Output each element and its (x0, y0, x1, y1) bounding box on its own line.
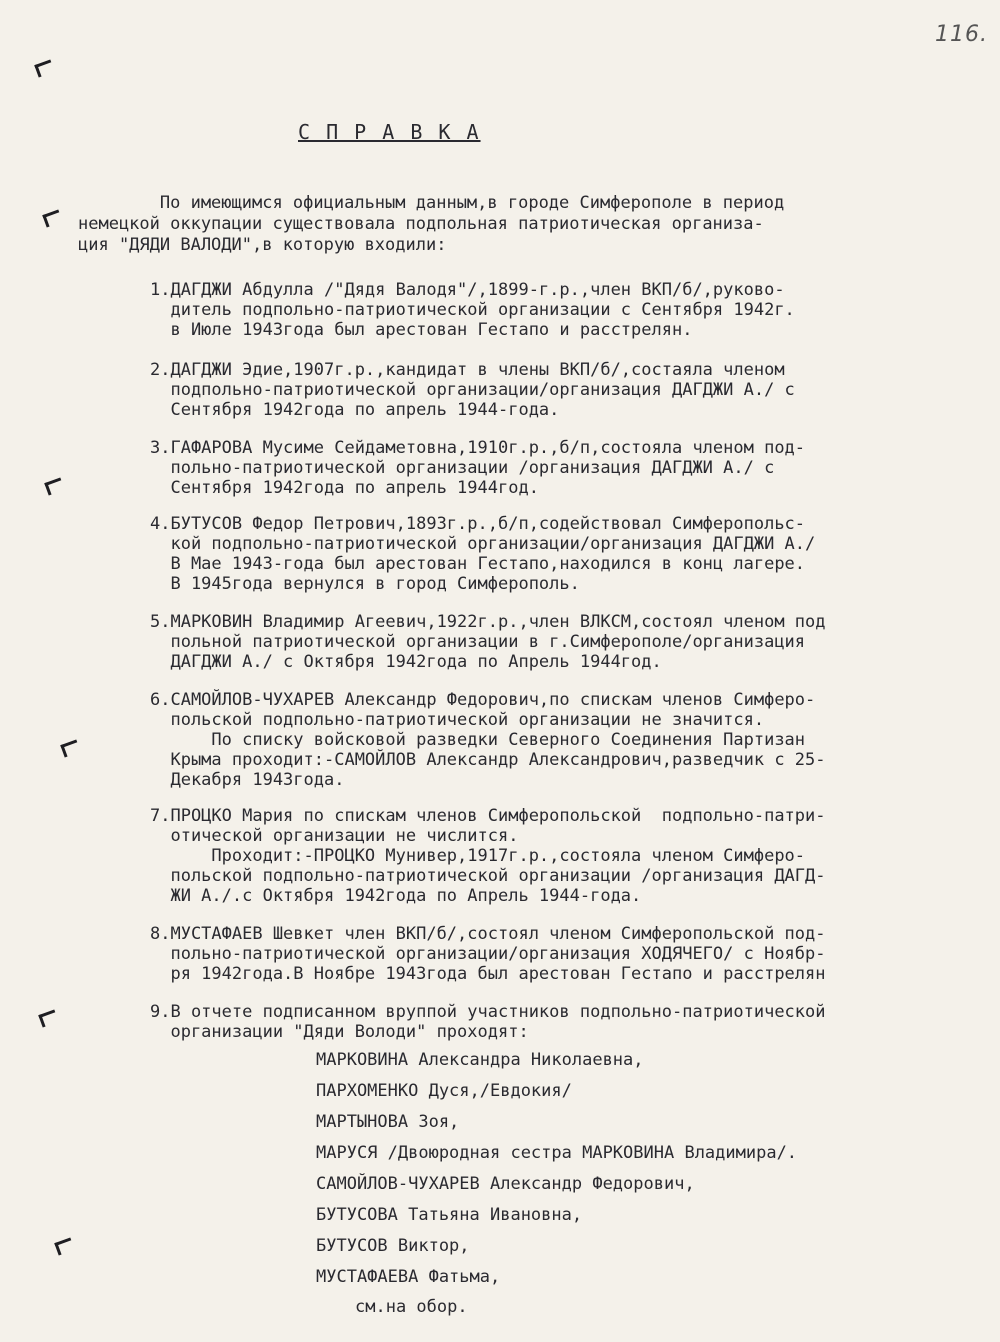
member-name: ПАРХОМЕНКО Дуся,/Евдокия/ (316, 1081, 572, 1101)
list-item: 1.ДАГДЖИ Абдулла /"Дядя Валодя"/,1899-г.р.,член ВКП/б/,руково- дитель подпольно-патриотической организации с Сентября 1942г. в Июле 1943года был арестован Гестапо и расстрелян. (150, 280, 795, 340)
document-heading: С П Р А В К А (298, 120, 481, 144)
list-item: 9.В отчете подписанном вруппой участников подпольно-патриотической организации "Дяди Володи" проходят: (150, 1002, 826, 1042)
continued-overleaf-note: см.на обор. (355, 1297, 468, 1317)
member-name: САМОЙЛОВ-ЧУХАРЕВ Александр Федорович, (316, 1174, 695, 1194)
binding-mark (38, 1009, 58, 1027)
member-name: БУТУСОВА Татьяна Ивановна, (316, 1205, 583, 1225)
binding-mark (44, 477, 64, 495)
list-item: 7.ПРОЦКО Мария по спискам членов Симферопольской подпольно-патри- отической организации не числится. Проходит:-ПРОЦКО Мунивер,1917г.р.,состояла членом Симферо- польской подпольно-патриотической организации /организация ДАГД- ЖИ А./.с Октября 1942года по Апрель 1944-года. (150, 806, 826, 906)
binding-mark (54, 1237, 74, 1255)
list-item: 6.САМОЙЛОВ-ЧУХАРЕВ Александр Федорович,по спискам членов Симферо- польской подпольно-патриотической организации не значится. По списку войсковой разведки Северного Соединения Партизан Крыма проходит:-САМОЙЛОВ Александр Александрович,разведчик с 25- Декабря 1943года. (150, 690, 826, 790)
member-name: МАРКОВИНА Александра Николаевна, (316, 1050, 644, 1070)
binding-mark (34, 59, 54, 77)
intro-paragraph: По имеющимся официальным данным,в городе Симферополе в период немецкой оккупации существовала подпольная патриотическая организа- ция "ДЯДИ ВАЛОДИ",в которую входили: (78, 193, 785, 255)
list-item: 2.ДАГДЖИ Эдие,1907г.р.,кандидат в члены ВКП/б/,состаяла членом подпольно-патриотической организации/организация ДАГДЖИ А./ с Сентября 1942года по апрель 1944-года. (150, 360, 795, 420)
member-name: МАРТЫНОВА Зоя, (316, 1112, 460, 1132)
list-item: 4.БУТУСОВ Федор Петрович,1893г.р.,б/п,содействовал Симферопольс- кой подпольно-патриотической организации/организация ДАГДЖИ А./ В Мае 1943-года был арестован Гестапо,находился в конц лагере. В 1945года вернулся в город Симферополь. (150, 514, 816, 594)
list-item: 5.МАРКОВИН Владимир Агеевич,1922г.р.,член ВЛКСМ,состоял членом под польной патриотической организации в г.Симферополе/организация ДАГДЖИ А./ с Октября 1942года по Апрель 1944год. (150, 612, 826, 672)
member-name: БУТУСОВ Виктор, (316, 1236, 470, 1256)
binding-mark (42, 209, 62, 227)
member-name: МАРУСЯ /Двоюродная сестра МАРКОВИНА Владимира/. (316, 1143, 798, 1163)
binding-mark (60, 739, 80, 757)
list-item: 8.МУСТАФАЕВ Шевкет член ВКП/б/,состоял членом Симферопольской под- польно-патриотической организации/организация ХОДЯЧЕГО/ с Ноябр- ря 1942года.В Ноябре 1943года был арестован Гестапо и расстрелян (150, 924, 826, 984)
list-item: 3.ГАФАРОВА Мусиме Сейдаметовна,1910г.р.,б/п,состояла членом под- польно-патриотической организации /организация ДАГДЖИ А./ с Сентября 1942года по апрель 1944год. (150, 438, 806, 498)
folio-number: 116. (935, 22, 988, 47)
member-name: МУСТАФАЕВА Фатьма, (316, 1267, 501, 1287)
